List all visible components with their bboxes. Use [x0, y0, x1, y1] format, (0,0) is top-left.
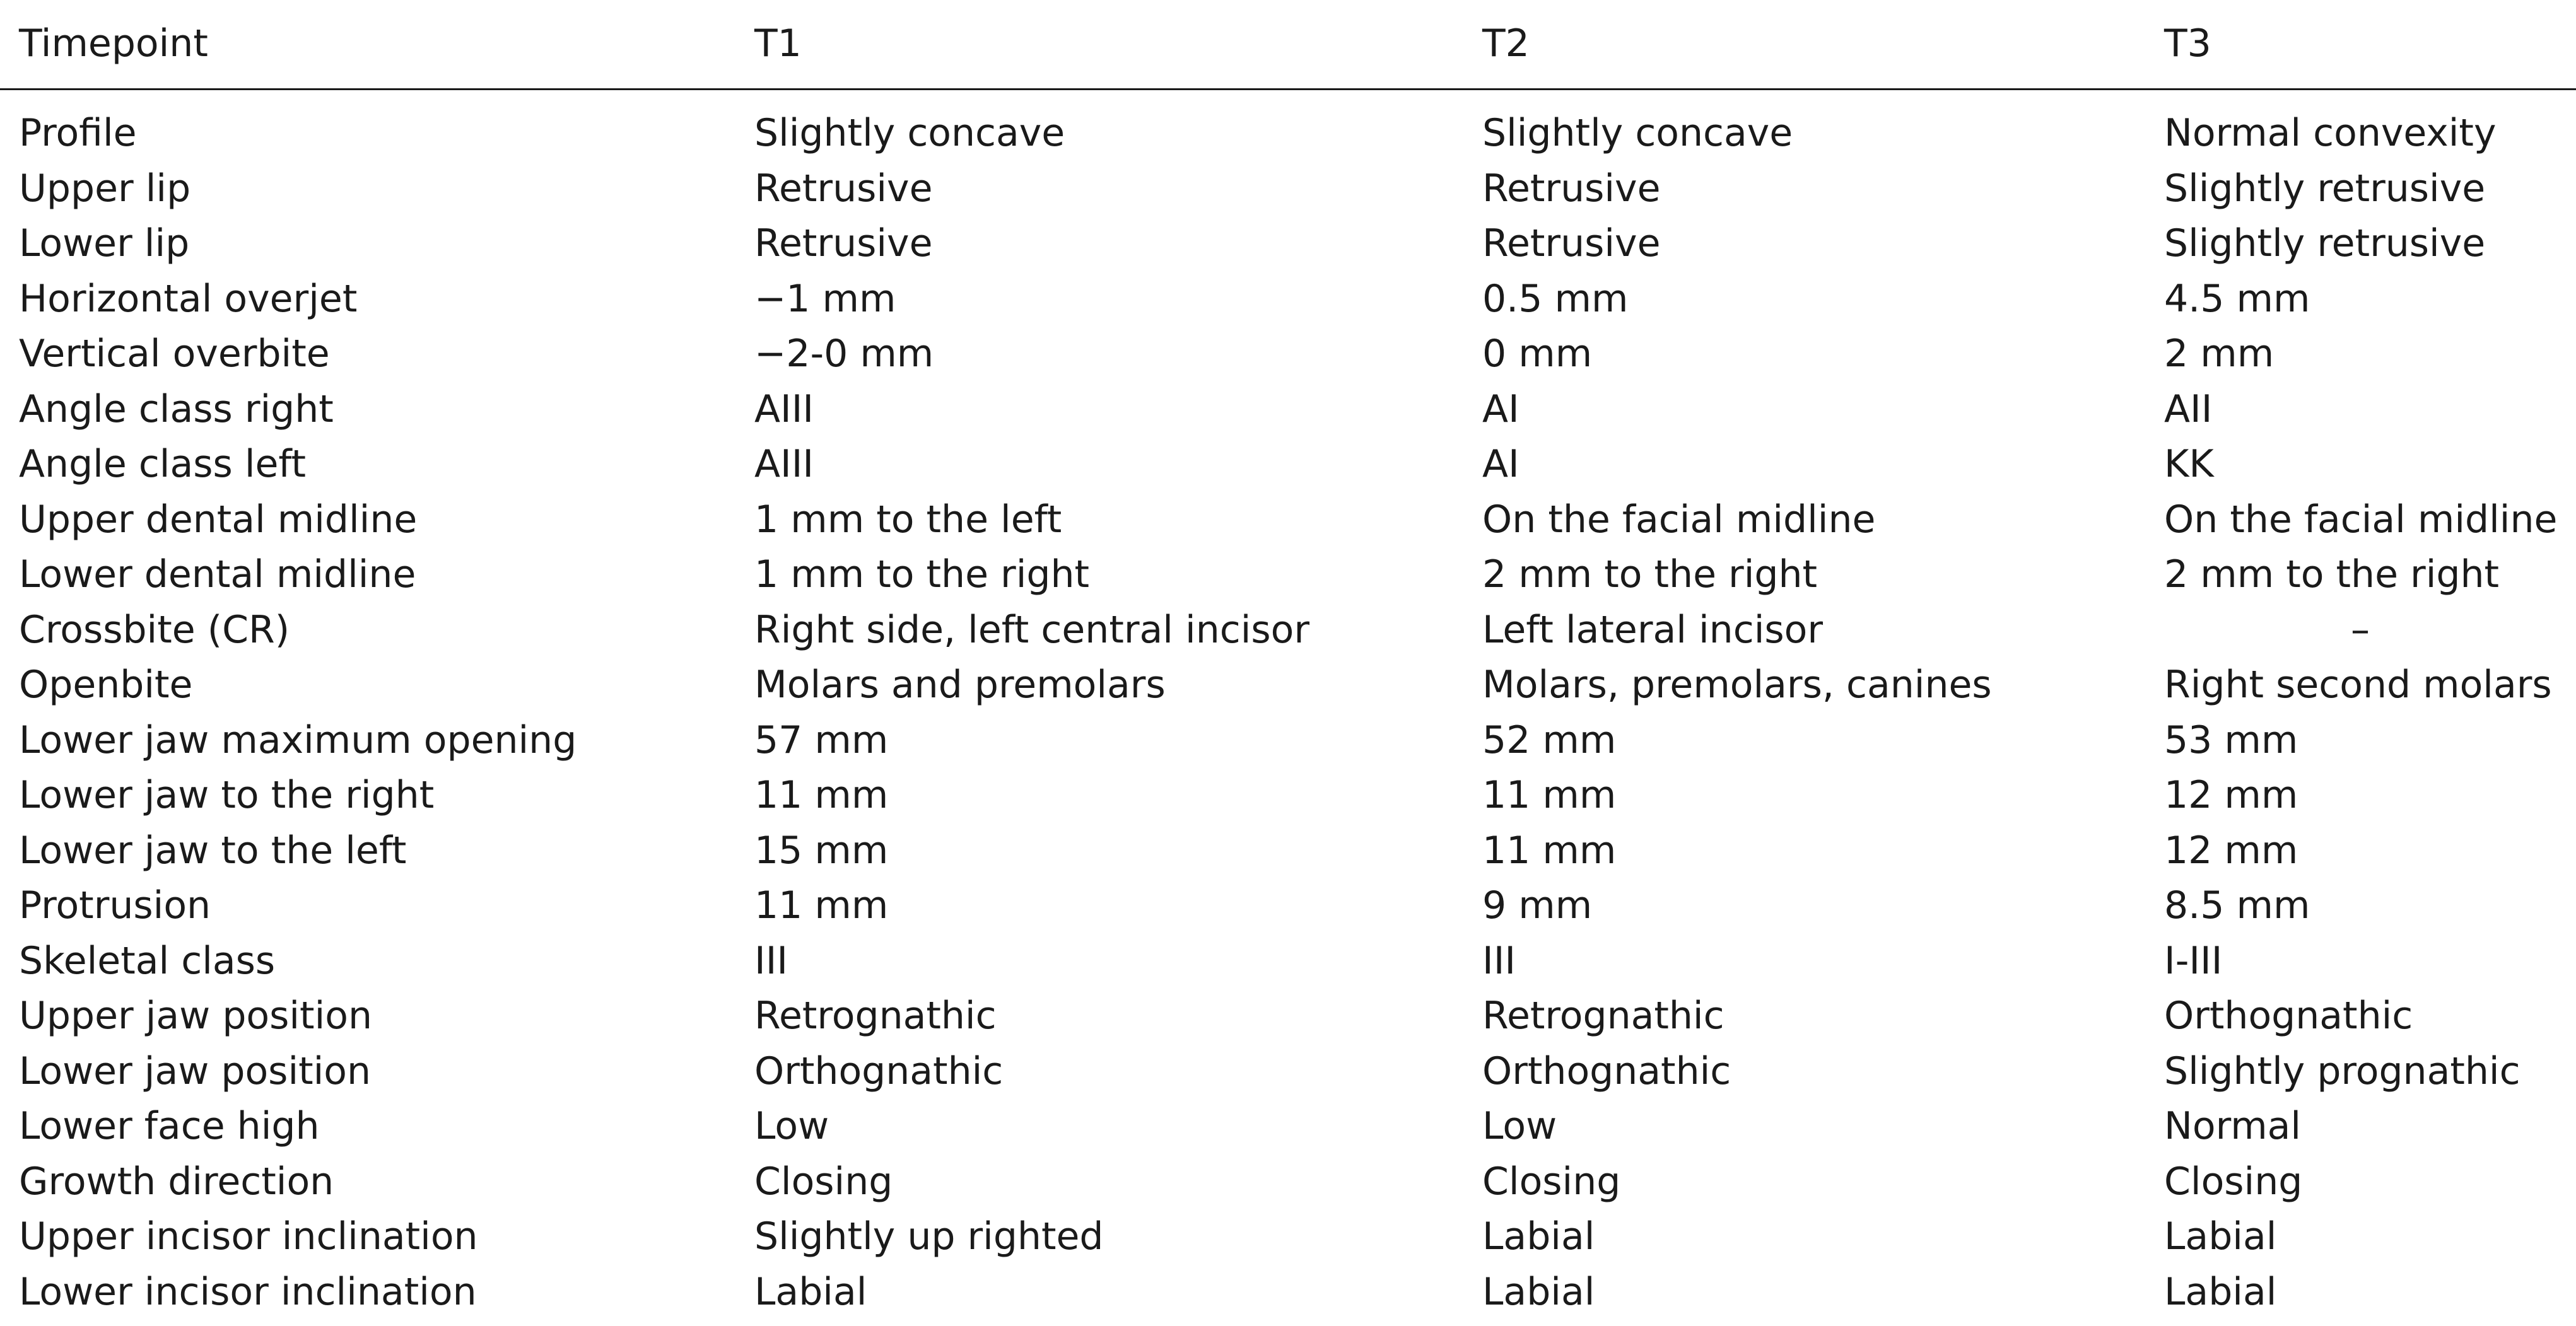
table-row	[0, 603, 2576, 658]
row-label: Upper dental midline	[19, 497, 418, 542]
row-label: Lower jaw to the left	[19, 828, 407, 873]
t1-cell: Low	[754, 1104, 829, 1148]
t1-cell: Molars and premolars	[754, 663, 1166, 707]
t2-cell: 11 mm	[1482, 828, 1617, 873]
t1-cell: Retrognathic	[754, 994, 997, 1038]
t2-cell: 9 mm	[1482, 883, 1593, 928]
t1-cell: Closing	[754, 1159, 893, 1204]
row-label: Angle class right	[19, 387, 334, 431]
row-label: Lower jaw position	[19, 1049, 372, 1093]
t1-cell: 15 mm	[754, 828, 889, 873]
table-row	[0, 878, 2576, 933]
row-label: Lower incisor inclination	[19, 1269, 477, 1314]
table-row	[0, 989, 2576, 1044]
table-row	[0, 216, 2576, 271]
table-row	[0, 934, 2576, 989]
t3-cell: 2 mm	[2164, 332, 2274, 376]
table-row	[0, 437, 2576, 492]
row-label: Crossbite (CR)	[19, 607, 290, 652]
table-row	[0, 1209, 2576, 1264]
t3-cell: 12 mm	[2164, 773, 2298, 817]
table-row	[0, 492, 2576, 547]
t3-cell: 12 mm	[2164, 828, 2298, 873]
table-row	[0, 1099, 2576, 1154]
header-timepoint: Timepoint	[19, 21, 208, 66]
t1-cell: III	[754, 938, 788, 983]
t3-cell: Slightly prognathic	[2164, 1049, 2520, 1093]
t2-cell: AI	[1482, 387, 1519, 431]
t2-cell: Slightly concave	[1482, 111, 1793, 155]
t3-cell: Orthognathic	[2164, 994, 2413, 1038]
t3-cell: I-III	[2164, 938, 2223, 983]
table-header-row	[0, 16, 2576, 71]
row-label: Openbite	[19, 663, 193, 707]
t2-cell: 0.5 mm	[1482, 276, 1629, 321]
table-row	[0, 1265, 2576, 1320]
table-row	[0, 272, 2576, 327]
t1-cell: −1 mm	[754, 276, 896, 321]
t2-cell: Labial	[1482, 1269, 1595, 1314]
row-label: Lower dental midline	[19, 552, 416, 596]
t1-cell: Slightly concave	[754, 111, 1065, 155]
t3-cell: 4.5 mm	[2164, 276, 2310, 321]
header-t2: T2	[1482, 21, 1530, 66]
t1-cell: −2-0 mm	[754, 332, 934, 376]
table-row	[0, 327, 2576, 381]
row-label: Lower lip	[19, 221, 190, 265]
t3-cell: Labial	[2164, 1214, 2277, 1259]
t3-cell: Labial	[2164, 1269, 2277, 1314]
t3-cell: KK	[2164, 442, 2214, 486]
t2-cell: Retrognathic	[1482, 994, 1724, 1038]
t1-cell: AIII	[754, 387, 814, 431]
row-label: Growth direction	[19, 1159, 334, 1204]
t1-cell: Retrusive	[754, 166, 933, 211]
t3-cell: AII	[2164, 387, 2213, 431]
table-row	[0, 658, 2576, 712]
table-row	[0, 1044, 2576, 1099]
row-label: Horizontal overjet	[19, 276, 358, 321]
table-row	[0, 768, 2576, 823]
t3-cell: 8.5 mm	[2164, 883, 2310, 928]
t3-cell: On the facial midline	[2164, 497, 2558, 542]
t2-cell: Retrusive	[1482, 166, 1661, 211]
row-label: Angle class left	[19, 442, 307, 486]
t1-cell: 11 mm	[754, 773, 889, 817]
t2-cell: Retrusive	[1482, 221, 1661, 265]
t3-cell: 53 mm	[2164, 718, 2298, 762]
t2-cell: 0 mm	[1482, 332, 1593, 376]
t2-cell: Closing	[1482, 1159, 1621, 1204]
t3-cell: Right second molars	[2164, 663, 2552, 707]
table-row	[0, 713, 2576, 768]
t2-cell: On the facial midline	[1482, 497, 1876, 542]
header-t3: T3	[2164, 21, 2211, 66]
t1-cell: Labial	[754, 1269, 867, 1314]
t2-cell: Left lateral incisor	[1482, 607, 1823, 652]
t3-cell: Closing	[2164, 1159, 2303, 1204]
t3-cell: Normal convexity	[2164, 111, 2497, 155]
t3-cell: Slightly retrusive	[2164, 166, 2486, 211]
t2-cell: 11 mm	[1482, 773, 1617, 817]
t3-cell: Normal	[2164, 1104, 2302, 1148]
t1-cell: Right side, left central incisor	[754, 607, 1310, 652]
t2-cell: 52 mm	[1482, 718, 1617, 762]
header-t1: T1	[754, 21, 802, 66]
row-label: Protrusion	[19, 883, 211, 928]
row-label: Lower jaw maximum opening	[19, 718, 577, 762]
t1-cell: 57 mm	[754, 718, 889, 762]
t2-cell: III	[1482, 938, 1516, 983]
row-label: Upper jaw position	[19, 994, 372, 1038]
table-row	[0, 547, 2576, 602]
t2-cell: AI	[1482, 442, 1519, 486]
t3-cell: Slightly retrusive	[2164, 221, 2486, 265]
t1-cell: 11 mm	[754, 883, 889, 928]
row-label: Profile	[19, 111, 137, 155]
t2-cell: Molars, premolars, canines	[1482, 663, 1992, 707]
t1-cell: Orthognathic	[754, 1049, 1004, 1093]
table-row	[0, 823, 2576, 878]
table-row	[0, 1154, 2576, 1209]
t3-cell: 2 mm to the right	[2164, 552, 2500, 596]
table-row	[0, 382, 2576, 437]
row-label: Skeletal class	[19, 938, 276, 983]
row-label: Lower face high	[19, 1104, 320, 1148]
row-label: Upper incisor inclination	[19, 1214, 478, 1259]
t2-cell: Low	[1482, 1104, 1557, 1148]
t1-cell: 1 mm to the left	[754, 497, 1062, 542]
header-divider	[0, 88, 2576, 90]
t1-cell: Retrusive	[754, 221, 933, 265]
row-label: Upper lip	[19, 166, 191, 211]
table-row	[0, 106, 2576, 161]
t1-cell: Slightly up righted	[754, 1214, 1104, 1259]
t2-cell: 2 mm to the right	[1482, 552, 1818, 596]
t1-cell: AIII	[754, 442, 814, 486]
table-row	[0, 161, 2576, 216]
t2-cell: Labial	[1482, 1214, 1595, 1259]
t1-cell: 1 mm to the right	[754, 552, 1090, 596]
row-label: Lower jaw to the right	[19, 773, 435, 817]
t3-cell: –	[2351, 607, 2370, 652]
row-label: Vertical overbite	[19, 332, 330, 376]
t2-cell: Orthognathic	[1482, 1049, 1731, 1093]
